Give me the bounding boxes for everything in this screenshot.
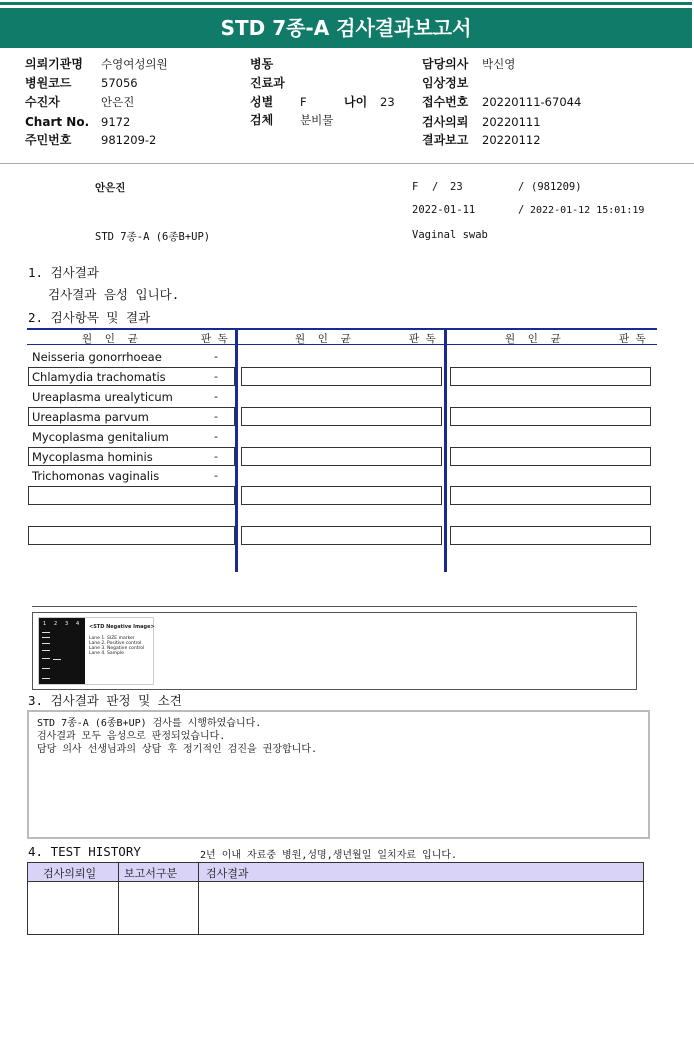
patient-age: 23 [450, 181, 463, 193]
info-value-institution: 수영여성의원 [101, 57, 168, 71]
info-value-doctor: 박신영 [482, 57, 516, 71]
header-organism-1: 원 인 균 [82, 333, 138, 345]
result-cell-box [241, 407, 442, 426]
gel-band [42, 650, 50, 651]
organism-result: - [214, 410, 218, 423]
info-label-age: 나이 [344, 95, 368, 109]
result-cell-box [28, 526, 235, 545]
section-2-title: 2. 검사항목 및 결과 [28, 310, 151, 325]
patient-slash-1: / [432, 181, 439, 193]
organism-name: Neisseria gonorrhoeae [32, 350, 162, 364]
gel-lane-number: 4 [76, 621, 80, 627]
opinion-line: 검사결과 모두 음성으로 판정되었습니다. [37, 731, 226, 742]
info-label-request: 검사의뢰 [422, 115, 469, 129]
gel-legend-line: Lane 1. SIZE marker [89, 636, 135, 641]
header-result-2: 판 독 [409, 333, 436, 345]
gel-lane-number: 3 [65, 621, 69, 627]
test-history-header [28, 863, 643, 882]
organism-result: - [214, 390, 218, 403]
organism-name: Ureaplasma parvum [32, 410, 149, 424]
opinion-line: 담당 의사 선생님과의 상담 후 정기적인 검진을 권장합니다. [37, 744, 318, 755]
info-label-receipt: 접수번호 [422, 95, 469, 109]
info-value-request: 20220111 [482, 115, 541, 129]
organism-name: Mycoplasma genitalium [32, 430, 169, 444]
section-3-title: 3. 검사결과 판정 및 소견 [28, 693, 182, 708]
history-col-divider [198, 863, 199, 934]
gel-band [42, 643, 50, 644]
gel-band [42, 658, 50, 659]
info-value-specimen: 분비물 [300, 113, 334, 127]
grid-divider-1 [235, 328, 238, 572]
header-organism-2: 원 인 균 [295, 333, 351, 345]
organism-result: - [214, 350, 218, 363]
opinion-box [27, 710, 650, 839]
gel-lanes [39, 618, 85, 684]
organism-name: Mycoplasma hominis [32, 450, 153, 464]
result-cell-box [450, 367, 651, 386]
info-value-age: 23 [380, 95, 395, 109]
info-value-rrn: 981209-2 [101, 133, 157, 147]
result-cell-box [450, 407, 651, 426]
test-history-table [27, 862, 644, 935]
info-value-sex: F [300, 95, 307, 109]
section-1-title: 1. 검사결과 [28, 265, 99, 280]
info-value-chart: 9172 [101, 115, 131, 129]
organism-name: Chlamydia trachomatis [32, 370, 166, 384]
section-4-note: 2년 이내 자료중 병원,성명,생년월일 일치자료 입니다. [200, 850, 458, 861]
grid-divider-2 [444, 328, 447, 572]
gel-lane-number: 1 [43, 621, 47, 627]
info-label-rrn: 주민번호 [25, 133, 72, 147]
organism-result: - [214, 450, 218, 463]
gel-band [42, 668, 50, 669]
results-grid [27, 328, 657, 572]
result-cell-box [241, 367, 442, 386]
info-block [0, 0, 694, 160]
gel-lane-number: 2 [54, 621, 58, 627]
section-4-title: 4. TEST HISTORY [28, 844, 141, 859]
info-label-chart: Chart No. [25, 115, 90, 129]
patient-specimen: Vaginal swab [412, 229, 488, 241]
result-cell-box [450, 486, 651, 505]
info-value-report: 20220112 [482, 133, 541, 147]
info-label-clinical: 임상정보 [422, 76, 469, 90]
info-value-hospital-code: 57056 [101, 76, 138, 90]
gel-title: <STD Negative Image> [89, 624, 155, 630]
image-rule [32, 606, 637, 607]
patient-test-name: STD 7종-A (6종B+UP) [95, 231, 211, 243]
info-label-doctor: 담당의사 [422, 57, 469, 71]
info-label-patient: 수진자 [25, 95, 60, 109]
opinion-line: STD 7종-A (6종B+UP) 검사를 시행하였습니다. [37, 718, 262, 729]
organism-name: Trichomonas vaginalis [32, 469, 160, 483]
gel-band [42, 632, 50, 633]
info-value-patient: 안은진 [101, 95, 135, 109]
info-label-hospital-code: 병원코드 [25, 76, 72, 90]
gel-legend-line: Lane 2. Positive control [89, 641, 142, 646]
gel-band [42, 678, 50, 679]
organism-name: Ureaplasma urealyticum [32, 390, 173, 404]
organism-result: - [214, 469, 218, 482]
header-result-3: 판 독 [619, 333, 646, 345]
patient-slash-3: / [518, 204, 525, 216]
gel-band [42, 637, 50, 638]
info-label-institution: 의뢰기관명 [25, 57, 83, 71]
patient-report-datetime: 2022-01-12 15:01:19 [530, 205, 645, 216]
patient-id: (981209) [531, 181, 582, 193]
info-label-report: 결과보고 [422, 133, 469, 147]
header-result-1: 판 독 [201, 333, 228, 345]
info-label-sex: 성별 [250, 95, 274, 109]
patient-request-date: 2022-01-11 [412, 204, 476, 216]
info-label-specimen: 검체 [250, 113, 274, 127]
gel-electrophoresis-image [38, 617, 154, 685]
history-col-result: 검사결과 [206, 867, 249, 880]
result-cell-box [28, 486, 235, 505]
gel-legend-line: Lane 3. Negative control [89, 646, 145, 651]
results-grid-header [27, 328, 657, 345]
result-cell-box [241, 486, 442, 505]
result-cell-box [450, 526, 651, 545]
section-1-text: 검사결과 음성 입니다. [48, 287, 180, 302]
organism-result: - [214, 370, 218, 383]
patient-slash-2: / [518, 181, 525, 193]
patient-sex: F [412, 181, 419, 193]
info-label-department: 진료과 [250, 76, 285, 90]
history-col-divider [118, 863, 119, 934]
result-cell-box [241, 526, 442, 545]
gel-band [53, 659, 61, 660]
gel-legend-line: Lane 4. Sample [89, 651, 124, 656]
organism-result: - [214, 430, 218, 443]
history-col-report-type: 보고서구분 [124, 867, 178, 880]
result-cell-box [450, 447, 651, 466]
history-col-request-date: 검사의뢰일 [43, 867, 97, 880]
info-value-receipt: 20220111-67044 [482, 95, 582, 109]
patient-name: 안은진 [95, 182, 126, 194]
report-title: STD 7종-A 검사결과보고서 [0, 8, 692, 48]
info-label-ward: 병동 [250, 57, 274, 71]
header-organism-3: 원 인 균 [505, 333, 561, 345]
divider [0, 163, 694, 164]
result-cell-box [241, 447, 442, 466]
